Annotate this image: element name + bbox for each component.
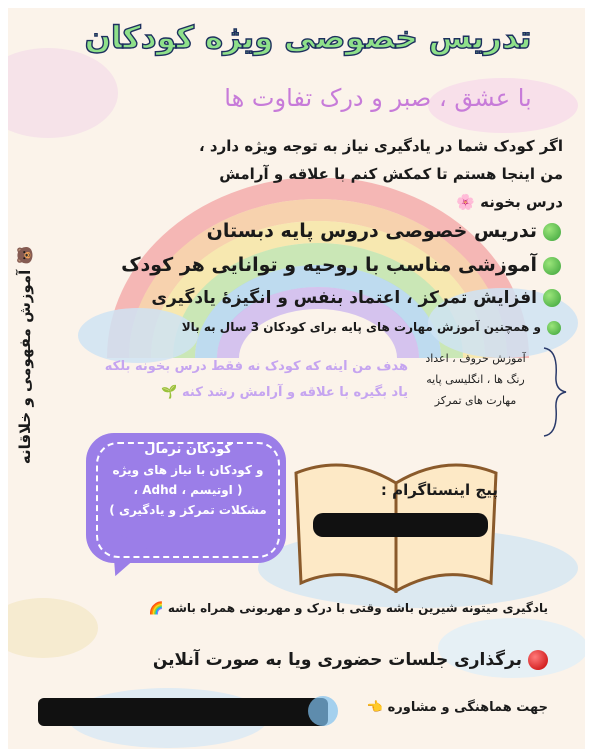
bubble-line: مشکلات تمرکز و یادگیری )	[109, 503, 267, 517]
sessions-text: برگذاری جلسات حضوری ویا به صورت آنلاین	[152, 650, 522, 670]
bracket-icon	[540, 346, 570, 438]
goal-line: هدف من اینه که کودک نه فقط درس بخونه بلکه	[104, 359, 408, 374]
skills-note	[403, 348, 548, 411]
footer-note: یادگیری میتونه شیرین باشه وقتی با درک و مهربونی همراه باشه 🌈	[148, 601, 548, 615]
green-dot-icon	[543, 223, 561, 241]
bubble-line: کودکان نرمال	[144, 442, 232, 457]
redacted-contact	[38, 698, 328, 726]
yellow-blob	[8, 598, 98, 658]
bullet-item	[151, 288, 561, 308]
page-title: تدریس خصوصی ویژه کودکان	[84, 20, 532, 56]
bullet-text: تدریس خصوصی دروس پایه دبستان	[206, 220, 537, 242]
goal-line: یاد بگیره با علاقه و آرامش رشد کنه 🌱	[161, 385, 408, 400]
bullet-text: و همچنین آموزش مهارت های پایه برای کودکان 3 سال به بالا	[181, 320, 541, 334]
redacted-handle	[313, 513, 488, 537]
bullet-text: آموزشی مناسب با روحیه و توانایی هر کودک	[121, 254, 537, 276]
bullet-item	[121, 254, 561, 276]
skills-line: مهارت های تمرکز	[434, 394, 517, 407]
skills-line: آموزش حروف ، اعداد	[425, 352, 526, 365]
intro-line: من اینجا هستم تا کمکش کنم با علاقه و آرامش درس بخونه 🌸	[219, 165, 563, 211]
intro-text	[178, 132, 563, 216]
red-circle-icon	[528, 650, 548, 670]
bubble-text	[98, 440, 278, 520]
green-dot-icon	[543, 289, 561, 307]
subtitle: با عشق ، صبر و درک تفاوت ها	[224, 84, 532, 112]
bullet-text: افزایش تمرکز ، اعتماد بنفس و انگیزهٔ یادگیری	[151, 288, 537, 308]
intro-line: اگر کودک شما در یادگیری نیاز به توجه ویژه دارد ،	[199, 137, 563, 155]
contact-line: جهت هماهنگی و مشاوره 👈	[366, 700, 548, 715]
goal-text	[48, 354, 408, 406]
bullet-item	[182, 320, 561, 335]
bubble-line: و کودکان با نیاز های ویژه	[112, 463, 264, 477]
instagram-label: پیج اینستاگرام :	[380, 481, 498, 499]
bullet-item	[207, 220, 561, 242]
skills-line: رنگ ها ، انگلیسی پایه	[426, 373, 525, 386]
green-dot-icon	[543, 257, 561, 275]
sparkle-icon	[308, 696, 338, 726]
bubble-line: ( اوتیسم ، Adhd ،	[133, 483, 243, 497]
poster	[8, 8, 585, 749]
vertical-caption	[12, 220, 38, 490]
green-dot-icon	[547, 321, 561, 335]
pink-blob	[8, 48, 118, 138]
vertical-caption-text: آموزش مفهومی و خلاقانه 🐻	[16, 245, 34, 465]
sessions-line	[68, 650, 548, 670]
